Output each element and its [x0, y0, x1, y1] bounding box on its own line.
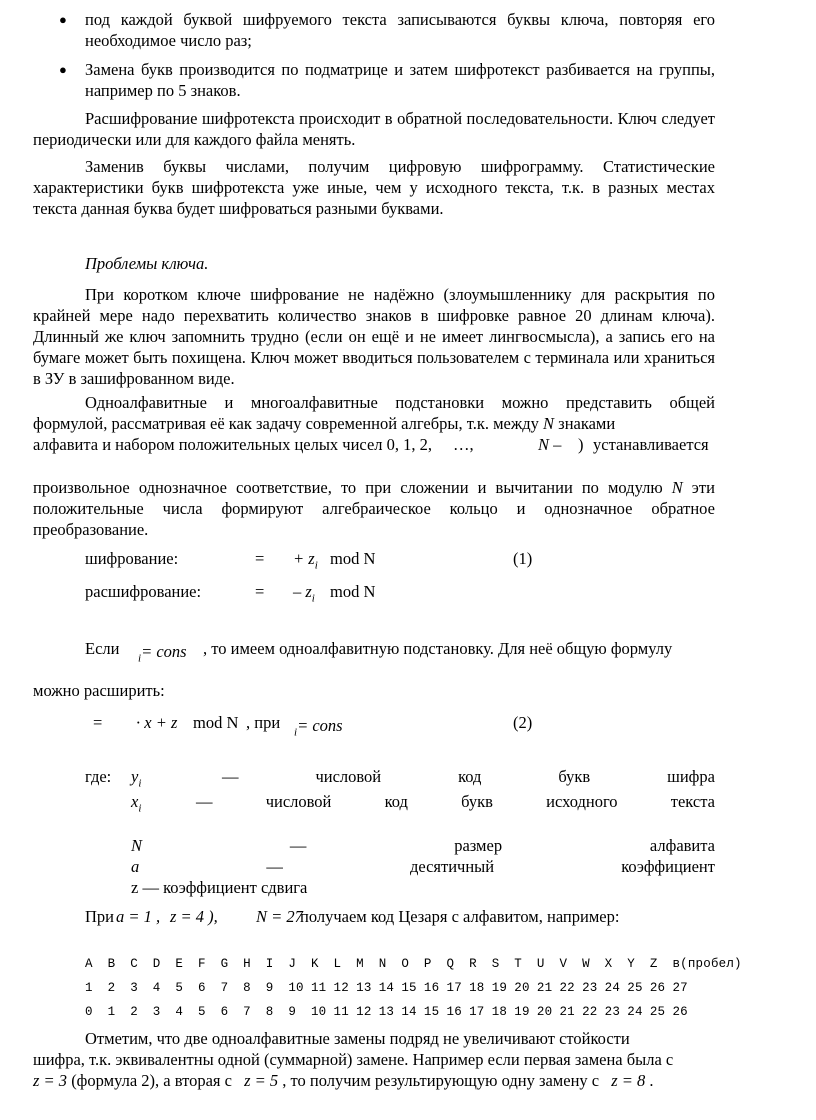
eq3-pri: , при [246, 713, 281, 732]
table-cell: A [85, 957, 93, 971]
table-cell: 15 [401, 981, 417, 995]
table-cell: C [130, 957, 138, 971]
n-minus: N – [538, 435, 562, 454]
eq2-mod: mod N [330, 582, 376, 601]
table-cell: Q [446, 957, 455, 971]
table-cell: 9 [265, 981, 274, 995]
where-y-line: — числовой код букв шифра [222, 767, 715, 786]
table-cell: K [310, 957, 319, 971]
formula-line-5: положительные числа формируют алгебраическое кольцо и однозначное обратное [33, 499, 715, 518]
eq1-mod: mod N [330, 549, 376, 568]
table-cell: 25 [627, 981, 643, 995]
table-cell: 0 [85, 1005, 93, 1019]
close-paren: ) [578, 435, 584, 454]
table-cell: 5 [175, 981, 184, 995]
table-cell: D [152, 957, 161, 971]
table-cell: 13 [356, 981, 372, 995]
table-cell: 8 [243, 981, 251, 995]
table-cell: 7 [243, 1005, 251, 1019]
table-cell: 18 [491, 1005, 508, 1019]
table-cell: 4 [175, 1005, 184, 1019]
table-cell: 26 [672, 1005, 688, 1019]
bullet-dot: ● [59, 62, 67, 77]
table-cell: 9 [288, 1005, 297, 1019]
table-cell: 3 [130, 981, 138, 995]
formula-line-6: преобразование. [33, 520, 149, 539]
table-cell: O [401, 957, 410, 971]
table-cell: U [536, 957, 545, 971]
table-cell: 7 [220, 981, 229, 995]
table-cell: J [288, 957, 297, 971]
table-cell: 2 [130, 1005, 138, 1019]
eq1-plus: + $z_i$ [293, 549, 318, 572]
table-cell: 6 [197, 981, 206, 995]
caesar-a: a = 1 , [116, 907, 161, 926]
table-cell: 6 [220, 1005, 229, 1019]
if-rest: , то имеем одноалфавитную подстановку. Для неё общую формулу [203, 639, 673, 658]
bullet-dot: ● [59, 12, 67, 27]
eq3-expr: · x + z [136, 713, 178, 732]
table-cell: W [582, 957, 590, 971]
table-cell: 8 [265, 1005, 274, 1019]
section-heading: Проблемы ключа. [85, 254, 209, 273]
table-cell: 23 [604, 1005, 621, 1019]
table-letters-row [85, 957, 742, 971]
formula-line-4: произвольное однозначное соответствие, то при сложении и вычитании по модулю N эти [33, 478, 715, 497]
paragraph-digits: Заменив буквы числами, получим цифровую шифрограмму. Статистические характеристики букв шифротекста уже иные, чем у исходного текста, т.к. в разных местах текста данная буква будет шифроваться разными буквами. [33, 157, 715, 218]
eq1-label: шифрование: [85, 549, 179, 568]
where-a-line: a — десятичный коэффициент [131, 857, 715, 876]
ustanavlivaetsya: устанавливается [593, 435, 709, 454]
caesar-z: z = 4 ), [170, 907, 218, 926]
table-cell: 23 [582, 981, 598, 995]
eq3-equals: = [93, 713, 103, 732]
table-cell: X [604, 957, 613, 971]
bullet-item: Замена букв производится по подматрице и затем шифротекст разбивается на группы, например по 5 знаков. [85, 60, 715, 100]
table-cell: M [356, 957, 364, 971]
table-cell: 14 [401, 1005, 417, 1019]
table-cell: P [423, 957, 432, 971]
table-cell: 22 [582, 1005, 598, 1019]
bullet-item: под каждой буквой шифруемого текста записываются буквы ключа, повторяя его необходимое число раз; [85, 10, 715, 50]
table-cell: 24 [627, 1005, 643, 1019]
table-cell: N [378, 957, 387, 971]
where-n-line: N — размер алфавита [131, 836, 715, 855]
table-cell: L [333, 957, 342, 971]
paragraph-decrypt: Расшифрование шифротекста происходит в обратной последовательности. Ключ следует периодически или для каждого файла менять. [33, 109, 715, 149]
table-cell: 20 [514, 981, 530, 995]
table-cell: B [107, 957, 116, 971]
table-cell: 10 [288, 981, 304, 995]
table-cell: Z [649, 957, 658, 971]
extend-text: можно расширить: [33, 681, 165, 700]
where-x-line: — числовой код букв исходного текста [196, 792, 715, 811]
table-cell: I [265, 957, 274, 971]
table-cell: 17 [469, 1005, 485, 1019]
note-line-3: z = 3 (формула 2), а вторая с z = 5 , то получим результирующую одну замену с z = 8 . [33, 1071, 654, 1090]
table-cell: 20 [536, 1005, 553, 1019]
table-cell: 4 [152, 981, 161, 995]
eq2-minus: – $z_i$ [293, 582, 315, 605]
table-cell: 17 [446, 981, 462, 995]
table-cell: 16 [423, 981, 440, 995]
table-cell: 12 [356, 1005, 372, 1019]
table-cell: 25 [649, 1005, 666, 1019]
table-cell: 18 [469, 981, 485, 995]
table-cell: G [220, 957, 229, 971]
table-cell: 13 [378, 1005, 395, 1019]
table-cell: 27 [672, 981, 688, 995]
table-cell: 5 [197, 1005, 206, 1019]
table-cell: 19 [491, 981, 508, 995]
formula-line-1: Одноалфавитные и многоалфавитные подстановки можно представить общей [85, 393, 715, 412]
table-cell: 14 [378, 981, 395, 995]
where-z-line: z — коэффициент сдвига [131, 878, 308, 897]
table-cell: 1 [107, 1005, 116, 1019]
table-cell: H [243, 957, 251, 971]
table-cell: в(пробел) [672, 957, 742, 971]
table-cell: 10 [310, 1005, 327, 1019]
table-cell: 2 [107, 981, 116, 995]
table-cell: 11 [310, 981, 327, 995]
eq1-number: (1) [513, 549, 533, 568]
if-word: Если [85, 639, 120, 658]
table-cell: Y [627, 957, 635, 971]
eq1-equals: = [255, 549, 265, 568]
table-cell: 19 [514, 1005, 530, 1019]
eq3-mod: mod N [193, 713, 239, 732]
formula-line-3: алфавита и набором положительных целых чисел 0, 1, 2, [33, 435, 433, 454]
ellipsis: …, [453, 435, 474, 454]
note-line-2: шифра, т.к. эквивалентны одной (суммарной) замене. Например если первая замена была с [33, 1050, 674, 1069]
table-shift-row [85, 1005, 688, 1019]
note-line-1: Отметим, что две одноалфавитные замены подряд не увеличивают стойкости [85, 1029, 630, 1048]
table-cell: S [491, 957, 500, 971]
formula-line-2: формулой, рассматривая её как задачу современной алгебры, т.к. между N знаками [33, 414, 616, 433]
eq2-label: расшифрование: [85, 582, 202, 601]
table-cell: 12 [333, 981, 349, 995]
caesar-pri: При [85, 907, 114, 926]
table-cell: 22 [559, 981, 575, 995]
caesar-rest: получаем код Цезаря с алфавитом, например: [300, 907, 620, 926]
where-label: где: [85, 767, 112, 786]
table-cell: 21 [536, 981, 553, 995]
eq3-cond: $_i$= cons [294, 716, 343, 739]
table-cell: R [469, 957, 477, 971]
caesar-n: N = 27 [256, 907, 303, 926]
table-codes-row [85, 981, 688, 995]
table-cell: E [175, 957, 184, 971]
var-y: $y_i$ [131, 767, 142, 790]
eq2-equals: = [255, 582, 265, 601]
table-cell: F [197, 957, 206, 971]
table-cell: 15 [423, 1005, 440, 1019]
table-cell: 3 [152, 1005, 161, 1019]
table-cell: 16 [446, 1005, 462, 1019]
var-x: $x_i$ [131, 792, 142, 815]
table-cell: 24 [604, 981, 621, 995]
table-cell: V [559, 957, 568, 971]
paragraph-short-key: При коротком ключе шифрование не надёжно (злоумышленнику для раскрытия по крайней мере надо перехватить количество знаков в шифровке равное 20 длинам ключа). Длинный же ключ запомнить трудно (если он ещё и не имеет лингвосмысла), а запись его на бумаге может быть похищена. Ключ может вводиться пользователем с терминала или храниться в ЗУ в зашифрованном виде. [33, 285, 715, 388]
table-cell: 11 [333, 1005, 349, 1019]
table-cell: 1 [85, 981, 93, 995]
table-cell: 26 [649, 981, 666, 995]
if-condition: $_i$= cons [138, 642, 187, 665]
table-cell: 21 [559, 1005, 575, 1019]
table-cell: T [514, 957, 522, 971]
eq3-number: (2) [513, 713, 533, 732]
